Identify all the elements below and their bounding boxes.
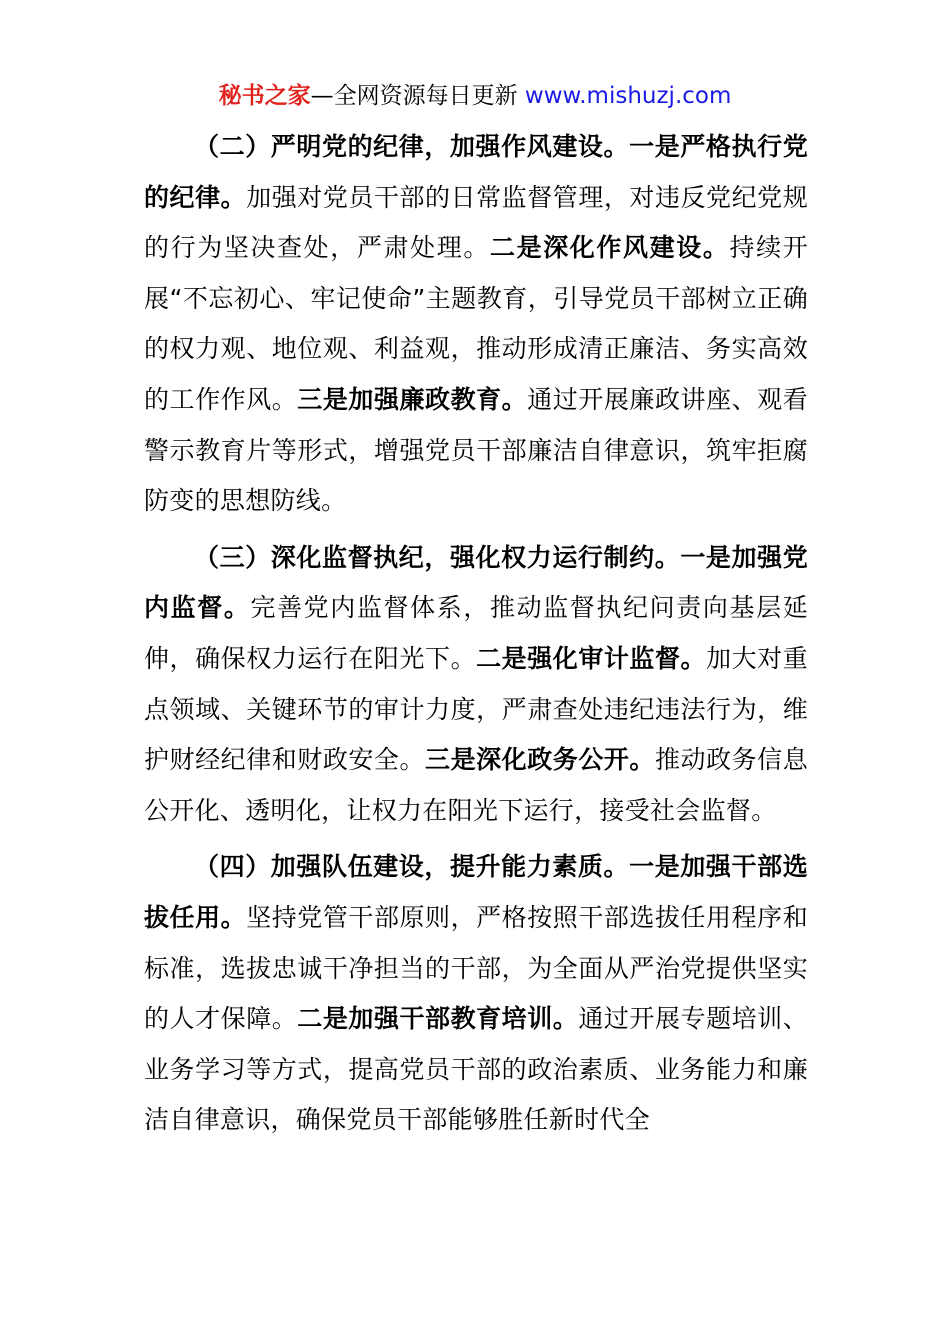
item-label: 二是加强干部教育培训。 bbox=[297, 1004, 579, 1034]
item-text: 加大对重点领域、关键环节的审计力度，严肃查处违纪违法行为，维护财经纪律和财政安全。 bbox=[144, 643, 809, 775]
item-text: 加强对党员干部的日常监督管理，对违反党纪党规的行为坚决查处，严肃处理。 bbox=[144, 182, 809, 263]
section-paragraph bbox=[144, 533, 808, 837]
section-heading: （二）严明党的纪律，加强作风建设。 bbox=[194, 132, 630, 161]
item-label: 三是加强廉政教育。 bbox=[297, 384, 528, 414]
section-heading: （三）深化监督执纪，强化权力运行制约。 bbox=[194, 542, 681, 572]
header-tagline: —全网资源每日更新 bbox=[310, 83, 525, 109]
item-label: 三是深化政务公开。 bbox=[425, 745, 655, 775]
item-label: 一是加强党内监督。 bbox=[144, 542, 808, 623]
site-url-link[interactable]: www.mishuzj.com bbox=[524, 83, 732, 109]
section-paragraph bbox=[144, 842, 808, 1146]
item-label: 一是加强干部选拔任用。 bbox=[144, 852, 808, 932]
section-heading: （四）加强队伍建设，提升能力素质。 bbox=[194, 852, 630, 882]
section-paragraph bbox=[144, 122, 808, 527]
item-label: 二是强化审计监督。 bbox=[476, 643, 707, 673]
brand-name: 秘书之家 bbox=[218, 83, 311, 109]
site-header bbox=[0, 80, 950, 112]
item-text: 坚持党管干部原则，严格按照干部选拔任用程序和标准，选拔忠诚干净担当的干部，为全面从严治党提供坚实的人才保障。 bbox=[144, 902, 809, 1034]
item-text: 持续开展“不忘初心、牢记使命”主题教育，引导党员干部树立正确的权力观、地位观、利益观，推动形成清正廉洁、务实高效的工作作风。 bbox=[144, 233, 809, 414]
document-body bbox=[144, 122, 808, 1152]
item-text: 推动政务信息公开化、透明化，让权力在阳光下运行，接受社会监督。 bbox=[144, 745, 809, 825]
item-label: 二是深化作风建设。 bbox=[489, 233, 730, 263]
item-text: 完善党内监督体系，推动监督执纪问责向基层延伸，确保权力运行在阳光下。 bbox=[144, 593, 808, 673]
item-text: 通过开展廉政讲座、观看警示教育片等形式，增强党员干部廉洁自律意识，筑牢拒腐防变的思想防线。 bbox=[144, 384, 809, 516]
item-text: 通过开展专题培训、业务学习等方式，提高党员干部的政治素质、业务能力和廉洁自律意识，确保党员干部能够胜任新时代全 bbox=[144, 1004, 809, 1135]
item-label: 一是严格执行党的纪律。 bbox=[144, 132, 808, 212]
